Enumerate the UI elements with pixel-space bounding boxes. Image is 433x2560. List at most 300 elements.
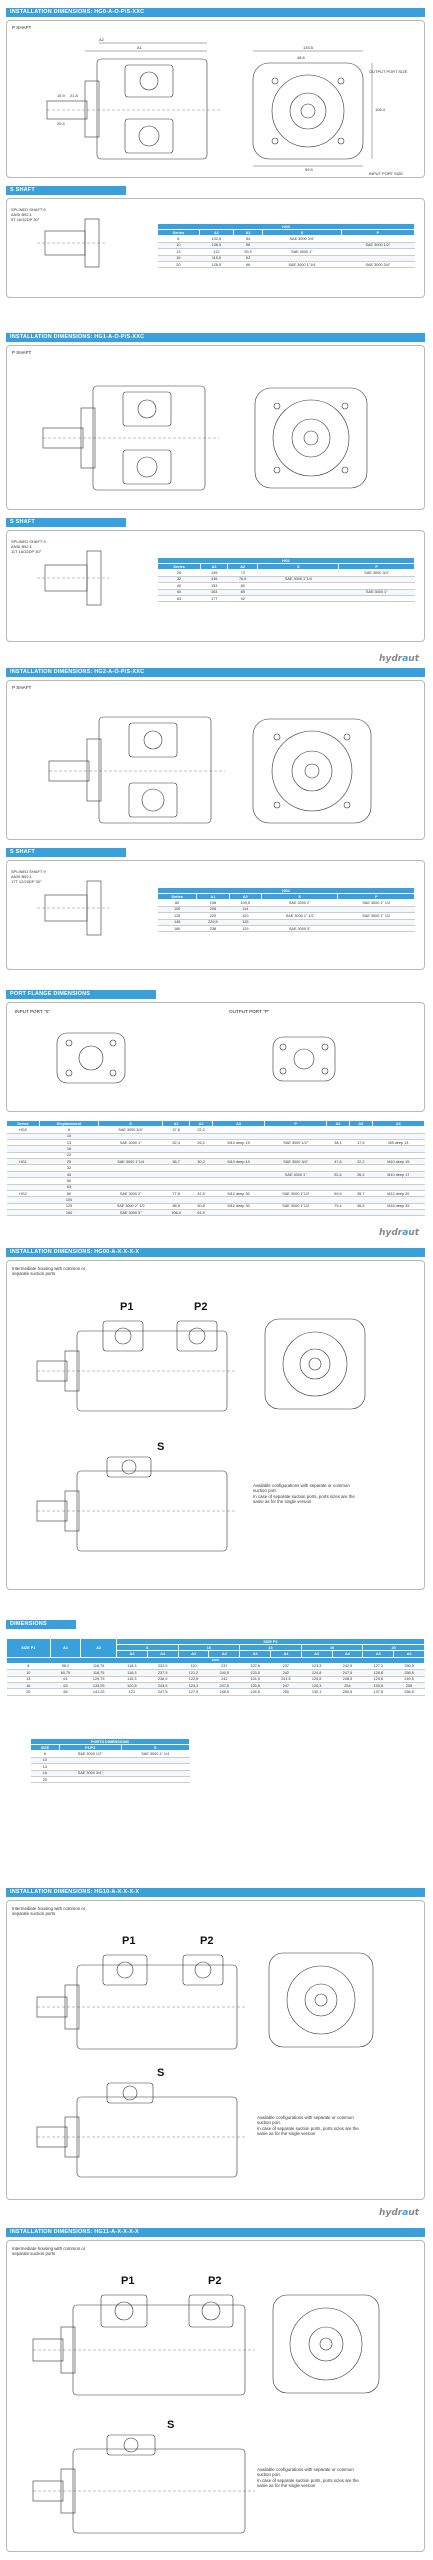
- table-cell: 50: [158, 589, 201, 595]
- table-cell: [212, 1210, 264, 1216]
- ports-dimensions-body: [31, 1751, 190, 1783]
- table-cell: 42,9: [190, 1190, 213, 1196]
- ports-dimensions-table: [30, 1738, 190, 1783]
- spline-line: ANSI B92.1: [11, 544, 32, 550]
- port-flange-table: [6, 1120, 425, 1216]
- table-cell: 232,5: [147, 1663, 178, 1669]
- col-header: Series: [158, 230, 200, 236]
- table-cell: 77,8: [163, 1190, 190, 1196]
- note-line: suction port.: [257, 2472, 281, 2478]
- table-cell: 127,3: [363, 1663, 394, 1669]
- input-port-size-label: INPUT PORT SIZE: [369, 171, 404, 176]
- table-cell: 118,3: [117, 1663, 148, 1669]
- panel-hg2-s-shaft: [6, 860, 425, 970]
- table-cell: 126,5: [240, 1689, 271, 1695]
- table-row: [158, 925, 415, 931]
- table-cell: 125: [229, 919, 261, 925]
- section-title-hg10: INSTALLATION DIMENSIONS: HG10-A-X-X-X-X: [6, 1888, 425, 1897]
- table-cell: 241,5: [270, 1676, 301, 1682]
- unit-header: mm: [7, 1657, 425, 1663]
- p1-label: P1: [122, 1935, 136, 1947]
- intro-line: separate suction ports: [12, 1271, 56, 1277]
- note-line: same as for the single version: [257, 2131, 316, 2137]
- table-cell: [59, 1776, 121, 1782]
- table-cell: 30,2: [190, 1159, 213, 1165]
- table-cell: 145: [158, 919, 197, 925]
- table-cell: SAE 3000 1": [263, 249, 342, 255]
- col-header: A4: [209, 1651, 240, 1657]
- table-cell: SAE 3000 2": [261, 900, 338, 906]
- table-cell: 160: [39, 1210, 98, 1216]
- col-header: 6: [117, 1645, 179, 1651]
- table-cell: 40: [39, 1171, 98, 1177]
- spline-line: 9T 16/32DP 30°: [11, 217, 40, 223]
- brand-part: a: [402, 654, 409, 664]
- input-port-label: INPUT PORT "S": [15, 1009, 51, 1014]
- table-cell: 6: [158, 236, 200, 242]
- table-cell: 63: [50, 1682, 81, 1688]
- hg0-spline-drawing: [7, 199, 147, 299]
- table-cell: [7, 1210, 40, 1216]
- table-cell: 124,5: [240, 1676, 271, 1682]
- col-header: A2: [234, 230, 263, 236]
- hg00-drawing: [7, 1261, 426, 1591]
- brand-part: hydr: [379, 654, 403, 664]
- brand-part: ut: [408, 1228, 419, 1238]
- table-cell: 246,5: [209, 1689, 240, 1695]
- table-cell: 129: [229, 925, 261, 931]
- col-header: Series: [158, 564, 201, 570]
- col-header: A3: [240, 1651, 271, 1657]
- col-header: 13: [240, 1645, 302, 1651]
- table-cell: [372, 1210, 424, 1216]
- table-cell: 141,25: [81, 1689, 117, 1695]
- table-cell: 247,5: [209, 1682, 240, 1688]
- s-shaft-band-hg2: S SHAFT: [6, 848, 126, 857]
- table-row: [158, 261, 415, 267]
- table-cell: 58,7: [163, 1159, 190, 1165]
- table-cell: 160: [158, 925, 197, 931]
- table-cell: 249,5: [394, 1676, 425, 1682]
- spline-line: SPLINED SHAFT 9: [11, 539, 46, 544]
- table-cell: 106,5: [199, 242, 233, 248]
- table-cell: 16: [39, 1146, 98, 1152]
- table-cell: M16 deep 25: [372, 1203, 424, 1209]
- table-cell: 123,3: [301, 1663, 332, 1669]
- p2-label: P2: [208, 2275, 222, 2287]
- brand-part: a: [402, 2208, 409, 2218]
- table-cell: M12 deep 30: [212, 1203, 264, 1209]
- dim-25-4: 25.4: [57, 121, 65, 126]
- table-cell: M10 deep 15: [212, 1139, 264, 1145]
- dim-106-4: 106.4: [375, 107, 386, 112]
- table-cell: 198: [197, 900, 229, 906]
- p1-label: P1: [120, 1301, 134, 1313]
- spline-line: SPLINED SHAFT 9: [11, 869, 46, 874]
- table-cell: 250: [270, 1689, 301, 1695]
- table-cell: SAE 3000 1"1/4: [258, 576, 339, 582]
- table-cell: 128,8: [363, 1670, 394, 1676]
- table-cell: M10 deep 17: [372, 1171, 424, 1177]
- table-cell: SAE 3000 3/4": [341, 261, 414, 267]
- intro-line: separate suction ports: [12, 2251, 56, 2257]
- col-header: A3: [117, 1651, 148, 1657]
- table-cell: SAE 3000 3/4": [263, 236, 342, 242]
- col-header: S: [261, 894, 338, 900]
- panel-hg10-drawing: [6, 1900, 425, 2200]
- panel-hg11-drawing: [6, 2240, 425, 2552]
- table-cell: 137,5: [363, 1689, 394, 1695]
- col-header: Displacement: [39, 1121, 98, 1127]
- table-cell: 121: [117, 1689, 148, 1695]
- table-cell: 54: [234, 236, 263, 242]
- hg1-table-body: [158, 570, 415, 602]
- table-cell: M10 deep 19: [212, 1159, 264, 1165]
- note-line: In case of separate suction ports, ports sizes are the: [253, 1493, 355, 1499]
- table-cell: 112: [199, 249, 233, 255]
- table-cell: HG2: [7, 1190, 40, 1196]
- table-cell: 127,5: [178, 1689, 209, 1695]
- output-port-label: OUTPUT PORT "P": [229, 1009, 270, 1014]
- table-cell: 50: [39, 1178, 98, 1184]
- note-line: suction port.: [257, 2120, 281, 2126]
- col-header: A4: [394, 1651, 425, 1657]
- intro-line: Intermediate housing with common or: [12, 1906, 86, 1911]
- table-group-header: HG2: [158, 888, 415, 894]
- table-cell: 125: [39, 1203, 98, 1209]
- table-cell: SAE 3000 1": [339, 589, 415, 595]
- table-cell: SAE 3000 3/4": [59, 1770, 121, 1776]
- table-cell: 243,5: [147, 1682, 178, 1688]
- table-cell: [121, 1776, 190, 1782]
- table-cell: 61,9: [190, 1210, 213, 1216]
- note-line: Available configurations with separate or common: [253, 1483, 350, 1488]
- table-cell: 247,5: [147, 1689, 178, 1695]
- table-cell: 10: [31, 1757, 60, 1763]
- col-header: SIZE P1: [7, 1639, 51, 1658]
- p2-label: P2: [194, 1301, 208, 1313]
- table-cell: 22,2: [190, 1127, 213, 1133]
- table-cell: 129,8: [363, 1676, 394, 1682]
- table-cell: 85: [228, 589, 258, 595]
- table-row: [7, 1210, 425, 1216]
- hg10-drawing: [7, 1901, 426, 2201]
- table-cell: 133,25: [81, 1682, 117, 1688]
- table-cell: 242,5: [332, 1663, 363, 1669]
- hg2-side-drawing: [7, 681, 426, 841]
- table-cell: 124,8: [301, 1670, 332, 1676]
- col-header: A4: [147, 1651, 178, 1657]
- table-cell: 123,5: [240, 1670, 271, 1676]
- brand-part: hydr: [379, 1228, 403, 1238]
- col-header: A1: [163, 1121, 190, 1127]
- table-cell: 16: [31, 1770, 60, 1776]
- dim-133-5: 133.5: [303, 45, 314, 50]
- table-cell: 100: [158, 906, 197, 912]
- table-cell: 122,8: [240, 1663, 271, 1669]
- brand-part: ut: [408, 2208, 419, 2218]
- table-cell: 80: [39, 1190, 98, 1196]
- table-cell: [258, 595, 339, 601]
- table-cell: 61: [50, 1676, 81, 1682]
- table-cell: 20: [158, 261, 200, 267]
- table-cell: [265, 1210, 327, 1216]
- table-row: [7, 1689, 425, 1695]
- table-cell: 16: [158, 255, 200, 261]
- table-cell: 17,5: [349, 1139, 372, 1145]
- intro-line: Intermediate housing with common or: [12, 2246, 86, 2251]
- table-cell: SAE 3000 1" 1/2: [261, 913, 338, 919]
- table-cell: 40: [158, 583, 201, 589]
- brand-part: ut: [408, 654, 419, 664]
- table-cell: 121,2: [178, 1670, 209, 1676]
- table-cell: 248,5: [332, 1676, 363, 1682]
- col-header: P1/P2: [59, 1745, 121, 1751]
- table-cell: 26,2: [190, 1139, 213, 1145]
- table-cell: 20: [31, 1776, 60, 1782]
- table-cell: 92: [228, 595, 258, 601]
- spline-line: ANSI B92.1: [11, 212, 32, 218]
- dim-15-9: 15.9: [57, 93, 65, 98]
- col-header: P: [341, 230, 414, 236]
- p-shaft-label: P SHAFT: [12, 25, 32, 30]
- table-cell: 109,5: [229, 900, 261, 906]
- table-cell: SAE 3000 3/4": [99, 1127, 163, 1133]
- table-cell: 153: [201, 583, 228, 589]
- table-cell: 125: [158, 913, 197, 919]
- spline-line: 11T 16/32DP 30°: [11, 549, 42, 555]
- table-cell: 238: [197, 925, 229, 931]
- p-shaft-label: P SHAFT: [12, 350, 32, 355]
- table-cell: SAE 3000 1/2": [59, 1751, 121, 1757]
- table-cell: 237: [270, 1663, 301, 1669]
- table-cell: 20: [39, 1152, 98, 1158]
- table-cell: 126,3: [301, 1682, 332, 1688]
- section-title-hg1: INSTALLATION DIMENSIONS: HG1-A-O-P/S-XXC: [6, 333, 425, 342]
- table-cell: 10: [158, 242, 200, 248]
- section-title-hg2: INSTALLATION DIMENSIONS: HG2-A-O-P/S-XXC: [6, 668, 425, 677]
- dim-99-5: 99.5: [305, 167, 313, 172]
- table-cell: 242: [270, 1670, 301, 1676]
- table-cell: SAE 3000 1" 1/4: [121, 1751, 190, 1757]
- dim-a2: A2: [99, 37, 104, 42]
- table-cell: M8 deep 13: [372, 1139, 424, 1145]
- table-cell: 130,5: [363, 1682, 394, 1688]
- col-header: A3: [212, 1121, 264, 1127]
- table-cell: 80: [228, 583, 258, 589]
- note-line: In case of separate suction ports, ports sizes are the: [257, 2477, 359, 2483]
- table-cell: SAE 3000 2" 1/2: [99, 1203, 163, 1209]
- col-header: A2: [229, 894, 261, 900]
- note-line: Available configurations with separate or common: [257, 2467, 354, 2472]
- table-cell: [327, 1210, 350, 1216]
- table-cell: 6: [31, 1751, 60, 1757]
- section-title-hg11: INSTALLATION DIMENSIONS: HG11-A-X-X-X-X: [6, 2228, 425, 2237]
- col-header: A4: [270, 1651, 301, 1657]
- col-header: A1: [201, 564, 228, 570]
- table-cell: 60,75: [50, 1670, 81, 1676]
- table-cell: 10: [7, 1670, 51, 1676]
- table-cell: 177: [201, 595, 228, 601]
- table-cell: 59,3: [234, 249, 263, 255]
- table-group-header: HG1: [158, 558, 415, 564]
- table-cell: [338, 925, 415, 931]
- table-cell: 13: [39, 1139, 98, 1145]
- table-cell: 250,5: [394, 1663, 425, 1669]
- table-cell: 66: [234, 261, 263, 267]
- hg10-availability-note: [257, 2115, 421, 2137]
- col-header: A6: [372, 1121, 424, 1127]
- table-cell: 120: [229, 913, 261, 919]
- table-cell: 13: [31, 1764, 60, 1770]
- hg2-table-body: [158, 900, 415, 932]
- hydraut-logo: [379, 1228, 419, 1238]
- table-cell: 208: [197, 906, 229, 912]
- table-cell: SAE 3000 3/4": [265, 1159, 327, 1165]
- table-cell: 266,5: [394, 1689, 425, 1695]
- table-cell: 254: [332, 1682, 363, 1688]
- table-cell: 56: [234, 242, 263, 248]
- dimensions-table: [6, 1638, 425, 1696]
- table-cell: 69,9: [327, 1190, 350, 1196]
- table-cell: 25: [158, 570, 201, 576]
- table-cell: 229,5: [197, 919, 229, 925]
- col-header: S: [263, 230, 342, 236]
- table-cell: 126,5: [199, 261, 233, 267]
- col-header: Series: [7, 1121, 40, 1127]
- p2-label: P2: [200, 1935, 214, 1947]
- dim-48-6: 48.6: [297, 55, 305, 60]
- table-cell: 63: [39, 1184, 98, 1190]
- table-cell: [349, 1210, 372, 1216]
- table-cell: 58,2: [50, 1663, 81, 1669]
- col-header: SIZE P2: [117, 1639, 425, 1645]
- col-header: A3: [178, 1651, 209, 1657]
- note-line: Available configurations with separate or common: [257, 2115, 354, 2120]
- table-cell: 16: [7, 1682, 51, 1688]
- table-cell: 260,5: [332, 1689, 363, 1695]
- table-cell: 106,4: [163, 1210, 190, 1216]
- table-cell: 242: [209, 1676, 240, 1682]
- note-line: same as for the single version: [253, 1499, 312, 1505]
- s-shaft-band-hg1: S SHAFT: [6, 518, 126, 527]
- col-header: S: [99, 1121, 163, 1127]
- table-cell: M12 deep 30: [212, 1190, 264, 1196]
- col-header: P: [338, 894, 415, 900]
- intro-line: Intermediate housing with common or: [12, 1266, 86, 1271]
- col-header: S: [121, 1745, 190, 1751]
- s-label: S: [157, 1441, 165, 1453]
- table-cell: SAE 3000 2": [99, 1190, 163, 1196]
- col-header: A1: [199, 230, 233, 236]
- table-cell: 146: [201, 576, 228, 582]
- hg11-availability-note: [257, 2467, 421, 2489]
- hg1-spline-drawing: [7, 531, 147, 643]
- note-line: In case of separate suction ports, ports sizes are the: [257, 2125, 359, 2131]
- table-cell: 52,4: [163, 1139, 190, 1145]
- hydraut-logo: [379, 2208, 419, 2218]
- col-header: A1: [50, 1639, 81, 1658]
- table-cell: 88,9: [163, 1203, 190, 1209]
- table-cell: 35,7: [349, 1190, 372, 1196]
- dim-a1: A1: [137, 45, 142, 50]
- table-cell: 125,5: [240, 1682, 271, 1688]
- col-header: 10: [178, 1645, 240, 1651]
- table-cell: 13: [7, 1676, 51, 1682]
- col-header: SIZE: [31, 1745, 60, 1751]
- table-cell: SAE 3000 1": [265, 1171, 327, 1177]
- table-cell: 76,5: [228, 576, 258, 582]
- table-cell: 62: [234, 255, 263, 261]
- table-cell: SAE 3000 1" 1/2: [338, 900, 415, 906]
- table-cell: 120,5: [117, 1682, 148, 1688]
- col-header: A4: [332, 1651, 363, 1657]
- table-cell: SAE 3000 1"1/2: [265, 1203, 327, 1209]
- hg2-spec-table: [157, 887, 415, 932]
- panel-hg0-drawing: [6, 20, 425, 178]
- col-header: A3: [363, 1651, 394, 1657]
- table-cell: 32: [39, 1165, 98, 1171]
- table-cell: 247,5: [332, 1670, 363, 1676]
- s-label: S: [167, 2419, 175, 2431]
- table-cell: 73: [228, 570, 258, 576]
- table-cell: 130,1: [301, 1689, 332, 1695]
- dimensions-title: DIMENSIONS: [6, 1620, 76, 1629]
- col-header: A4: [327, 1121, 350, 1127]
- table-cell: M10 deep 15: [372, 1159, 424, 1165]
- table-group-header: PORTS DIMENSIONS: [31, 1739, 190, 1745]
- col-header: A3: [301, 1651, 332, 1657]
- col-header: 16: [301, 1645, 363, 1651]
- section-title-hg0: INSTALLATION DIMENSIONS: HG0-A-O-P/S-XXC: [6, 8, 425, 17]
- table-cell: 220: [197, 913, 229, 919]
- panel-port-flange: [6, 1002, 425, 1112]
- col-header: Series: [158, 894, 197, 900]
- spline-line: 17T 12/24DP 30°: [11, 879, 42, 885]
- dimensions-table-body: [7, 1663, 425, 1695]
- table-cell: 163: [201, 589, 228, 595]
- note-line: same as for the single version: [257, 2483, 316, 2489]
- col-header: 20: [363, 1645, 425, 1651]
- table-cell: 129,75: [81, 1676, 117, 1682]
- table-cell: 32: [158, 576, 201, 582]
- table-cell: 80: [158, 900, 197, 906]
- hg00-availability-note: [253, 1483, 421, 1505]
- table-cell: 237,5: [147, 1670, 178, 1676]
- panel-hg1-drawing: [6, 345, 425, 510]
- table-cell: 63: [158, 595, 201, 601]
- col-header: A2: [190, 1121, 213, 1127]
- table-cell: SAE 3000 1/2": [265, 1139, 327, 1145]
- table-cell: 6: [39, 1127, 98, 1133]
- table-cell: 20: [7, 1689, 51, 1695]
- p1-label: P1: [121, 2275, 135, 2287]
- p-shaft-label: P SHAFT: [12, 685, 32, 690]
- hg0-spec-table: [157, 223, 415, 268]
- table-cell: 25: [39, 1159, 98, 1165]
- brand-part: a: [402, 1228, 409, 1238]
- hg11-drawing: [7, 2241, 426, 2553]
- table-cell: 255: [394, 1682, 425, 1688]
- table-cell: 116,75: [81, 1663, 117, 1669]
- hg1-side-drawing: [7, 346, 426, 511]
- intro-line: separate suction ports: [12, 1911, 56, 1917]
- col-header: A2: [81, 1639, 117, 1658]
- table-cell: 240,5: [209, 1670, 240, 1676]
- col-header: A2: [228, 564, 258, 570]
- table-cell: 26,2: [349, 1171, 372, 1177]
- spline-line: SPLINED SHAFT 9: [11, 207, 46, 212]
